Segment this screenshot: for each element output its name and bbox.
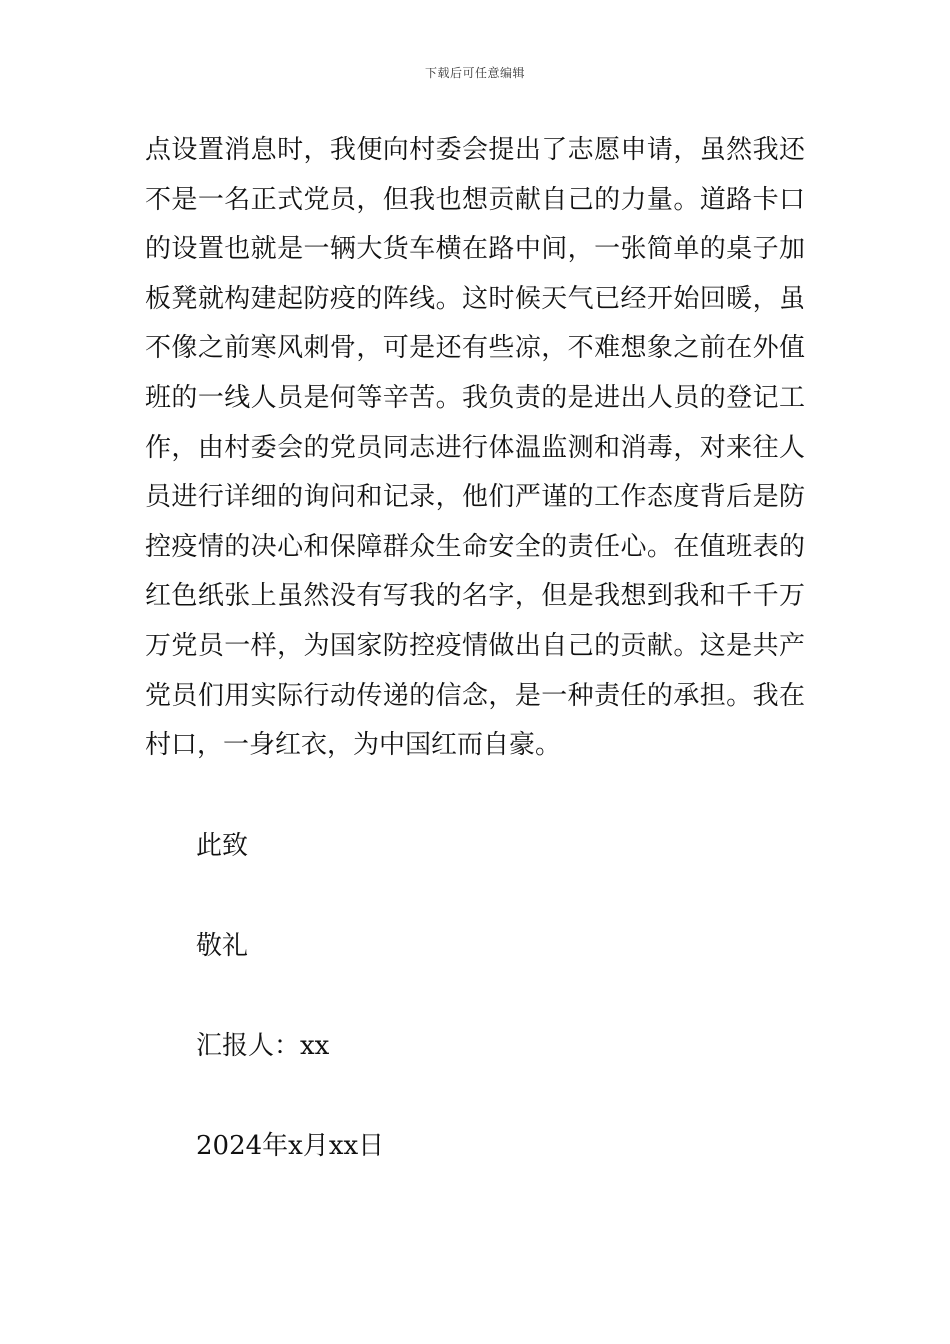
- body-line: 万党员一样，为国家防控疫情做出自己的贡献。这是共产: [145, 630, 805, 661]
- body-line: 控疫情的决心和保障群众生命安全的责任心。在值班表的: [145, 531, 805, 562]
- closing-salutation: 此致: [196, 831, 249, 861]
- closing-regards: 敬礼: [196, 931, 249, 961]
- body-line: 党员们用实际行动传递的信念，是一种责任的承担。我在: [145, 680, 805, 711]
- body-line: 的设置也就是一辆大货车横在路中间，一张简单的桌子加: [145, 234, 805, 265]
- body-paragraph: [145, 126, 805, 771]
- report-date: 2024年x月xx日: [196, 1131, 385, 1161]
- header-note: 下载后可任意编辑: [424, 66, 525, 80]
- body-line: 不像之前寒风刺骨，可是还有些凉，不难想象之前在外值: [145, 333, 805, 364]
- body-line: 员进行详细的询问和记录，他们严谨的工作态度背后是防: [145, 482, 805, 513]
- body-line: 红色纸张上虽然没有写我的名字，但是我想到我和千千万: [145, 581, 805, 612]
- reporter-signature: 汇报人：xx: [196, 1031, 330, 1061]
- body-line: 点设置消息时，我便向村委会提出了志愿申请，虽然我还: [145, 135, 805, 165]
- body-line: 板凳就构建起防疫的阵线。这时候天气已经开始回暖，虽: [145, 283, 805, 314]
- body-line: 不是一名正式党员，但我也想贡献自己的力量。道路卡口: [145, 184, 805, 215]
- body-line: 村口，一身红衣，为中国红而自豪。: [145, 730, 562, 761]
- body-line: 班的一线人员是何等辛苦。我负责的是进出人员的登记工: [145, 382, 805, 413]
- body-line: 作，由村委会的党员同志进行体温监测和消毒，对来往人: [145, 432, 805, 463]
